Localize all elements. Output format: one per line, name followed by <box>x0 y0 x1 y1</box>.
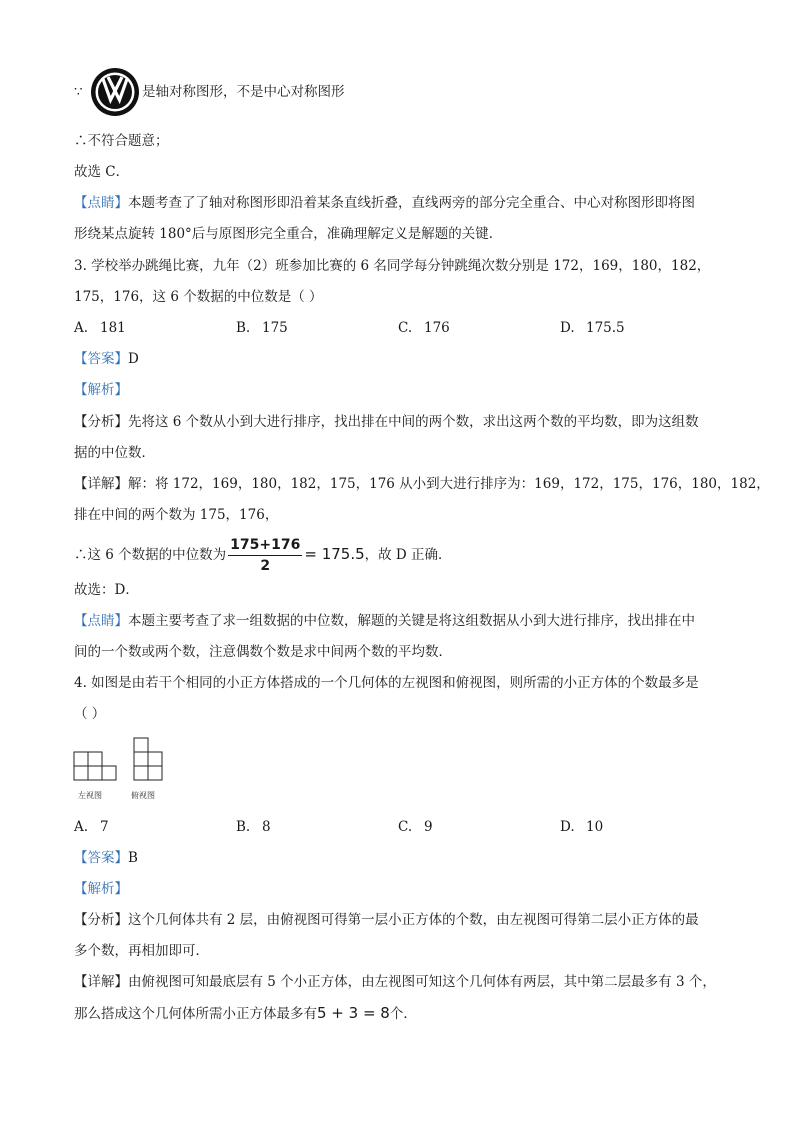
because-symbol: ∵ <box>74 84 83 100</box>
q3-stem-line-1: 3. 学校举办跳绳比赛，九年（2）班参加比赛的 6 名同学每分钟跳绳次数分别是 172，169，180，182， <box>74 258 711 274</box>
q3-fenxi-line-1 <box>74 412 699 432</box>
xiangjie-text: 那么搭成这个几何体所需小正方体最多有 <box>74 1006 317 1022</box>
q4-option-a: A. 7 <box>74 819 109 835</box>
line-choice-c: 故选 C． <box>74 164 130 180</box>
xiangjie-tag: 【详解】 <box>74 476 128 492</box>
sum-expression: 5 + 3 = 8 <box>317 1004 390 1022</box>
fraction-numerator: 175+176 <box>228 536 302 556</box>
vw-logo-icon <box>90 67 140 117</box>
q3-fenxi-line-2: 据的中位数． <box>74 445 155 461</box>
xiangjie-tag: 【详解】 <box>74 974 128 990</box>
q3-comment-line-1 <box>74 611 695 631</box>
line-symmetry-statement: 是轴对称图形，不是中心对称图形 <box>142 84 345 100</box>
q4-xiangjie-line-2 <box>74 1003 417 1024</box>
median-tail-text: ，故 D 正确． <box>364 547 452 563</box>
q3-option-b: B. 175 <box>236 320 288 336</box>
q3-comment-line-2: 间的一个数或两个数，注意偶数个数是求中间两个数的平均数． <box>74 644 452 660</box>
comment-text: 本题考查了了轴对称图形即沿着某条直线折叠，直线两旁的部分完全重合、中心对称图形即将图 <box>128 195 695 211</box>
q3-stem-line-2: 175，176，这 6 个数据的中位数是（ ） <box>74 289 323 305</box>
top-view-caption: 俯视图 <box>131 791 155 800</box>
q4-option-b: B. 8 <box>236 819 271 835</box>
q3-analysis-tag: 【解析】 <box>74 382 128 398</box>
q4-option-d: D. 10 <box>560 819 604 835</box>
left-view-drawing <box>74 752 116 780</box>
q4-xiangjie-line-1 <box>74 972 716 992</box>
q4-fenxi-line-1 <box>74 910 699 930</box>
q3-option-c: C. 176 <box>398 320 450 336</box>
q4-fenxi-line-2: 多个数，再相加即可． <box>74 943 209 959</box>
q3-choice: 故选：D． <box>74 582 139 598</box>
median-fraction <box>228 536 302 575</box>
comment-line-2: 形绕某点旋转 180°后与原图形完全重合，准确理解定义是解题的关键． <box>74 226 503 242</box>
line-conclusion: ∴不符合题意； <box>74 133 169 149</box>
answer-value: D <box>128 351 139 367</box>
median-lead-text: ∴这 6 个数据的中位数为 <box>74 547 227 563</box>
comment-tag: 【点睛】 <box>74 613 128 629</box>
q4-option-c: C. 9 <box>398 819 433 835</box>
q3-xiangjie-line-3 <box>74 532 452 577</box>
xiangjie-text: 由俯视图可知最底层有 5 个小正方体，由左视图可知这个几何体有两层，其中第二层最多有 3 个， <box>128 974 716 990</box>
answer-tag: 【答案】 <box>74 850 128 866</box>
q3-xiangjie-line-2: 排在中间的两个数为 175，176， <box>74 507 279 523</box>
fenxi-text: 这个几何体共有 2 层，由俯视图可得第一层小正方体的个数，由左视图可得第二层小正方体的最 <box>128 912 699 928</box>
comment-text: 本题主要考查了求一组数据的中位数，解题的关键是将这组数据从小到大进行排序，找出排在中 <box>128 613 695 629</box>
left-view-caption: 左视图 <box>78 791 102 800</box>
q4-stem-line-2: （ ） <box>74 706 106 722</box>
q4-stem-line-1: 4. 如图是由若干个相同的小正方体搭成的一个几何体的左视图和俯视图，则所需的小正方体的个数最多是 <box>74 675 699 691</box>
answer-tag: 【答案】 <box>74 351 128 367</box>
answer-value: B <box>128 850 138 866</box>
xiangjie-text: 解：将 172，169，180，182，175，176 从小到大进行排序为：169，172，175，176，180，182， <box>128 476 770 492</box>
q3-xiangjie-line-1 <box>74 474 770 494</box>
line-because <box>74 82 83 102</box>
q3-options <box>74 318 714 338</box>
xiangjie-tail: 个． <box>389 1006 417 1022</box>
q4-options <box>74 817 714 837</box>
q4-answer <box>74 848 138 868</box>
fraction-denominator: 2 <box>260 558 271 574</box>
top-view-drawing <box>134 738 162 780</box>
q4-analysis-tag: 【解析】 <box>74 881 128 897</box>
q3-answer <box>74 349 139 369</box>
fenxi-text: 先将这 6 个数从小到大进行排序，找出排在中间的两个数，求出这两个数的平均数，即为这组数 <box>128 414 699 430</box>
comment-tag: 【点睛】 <box>74 195 128 211</box>
q3-option-a: A. 181 <box>74 320 126 336</box>
fenxi-tag: 【分析】 <box>74 414 128 430</box>
q3-option-d: D. 175.5 <box>560 320 625 336</box>
comment-line-1 <box>74 193 695 213</box>
median-result: = 175.5 <box>304 545 365 563</box>
fenxi-tag: 【分析】 <box>74 912 128 928</box>
